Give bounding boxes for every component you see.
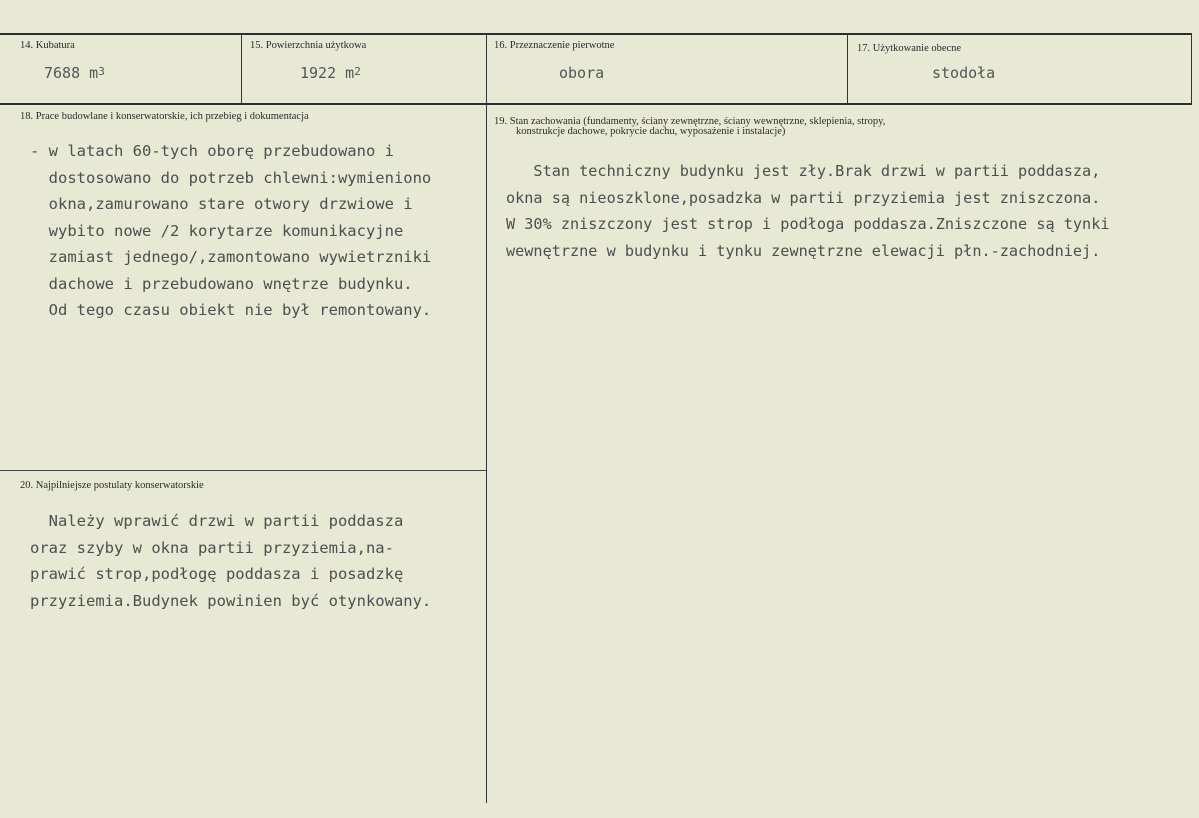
stan-line: Stan techniczny budynku jest zły.Brak drzwi w partii poddasza, [506,162,1101,180]
middle-rule [0,103,1192,105]
przeznaczenie-value: obora [559,64,605,82]
kubatura-value: 7688 $m^3$ [44,64,105,82]
postulaty-line: oraz szyby w okna partii przyziemia,na- [30,538,394,557]
stan-line: okna są nieoszklone,posadzka w partii przyziemia jest zniszczona. [506,188,1101,207]
uzytkowanie-value: stodoła [932,64,996,82]
stan-text [506,158,1109,264]
stan-line: W 30% zniszczony jest strop i podłoga poddasza.Zniszczone są tynki [506,215,1110,233]
prace-line: dostosowano do potrzeb chlewni:wymieniono [30,168,432,187]
stan-label-line2: konstrukcje dachowe, pokrycie dachu, wyposażenie i instalacje) [516,126,786,137]
prace-line: - w latach 60-tych oborę przebudowano i [30,142,394,160]
prace-text [30,138,431,324]
divider-14-15 [241,33,242,103]
stan-label-line1: 19. Stan zachowania (fundamenty, ściany zewnętrzne, ściany wewnętrzne, sklepienia, stropy, [494,116,886,127]
uzytkowanie-label: 17. Użytkowanie obecne [857,43,962,54]
divider-15-16 [486,33,487,803]
postulaty-line: prawić strop,podłogę poddasza i posadzkę [30,565,404,583]
top-rule [0,33,1192,35]
stan-line: wewnętrzne w budynku i tynku zewnętrzne elewacji płn.-zachodniej. [506,241,1101,260]
prace-line: okna,zamurowano stare otwory drzwiowe i [30,195,413,213]
divider-16-17 [847,33,848,103]
section-20-rule [0,470,486,471]
prace-line: zamiast jednego/,zamontowano wywietrzniki [30,248,432,266]
postulaty-label: 20. Najpilniejsze postulaty konserwatorskie [20,480,204,491]
przeznaczenie-label: 16. Przeznaczenie pierwotne [494,40,615,51]
prace-line: wybito nowe /2 korytarze komunikacyjne [30,221,404,240]
postulaty-text [30,508,431,614]
powierzchnia-value: 1922 $m^2$ [300,64,361,82]
postulaty-line: przyziemia.Budynek powinien być otynkowany. [30,591,432,610]
prace-label: 18. Prace budowlane i konserwatorskie, ich przebieg i dokumentacja [20,111,309,122]
right-edge [1191,33,1192,103]
powierzchnia-label: 15. Powierzchnia użytkowa [250,40,367,51]
prace-line: Od tego czasu obiekt nie był remontowany. [30,301,432,319]
kubatura-label: 14. Kubatura [20,40,75,51]
postulaty-line: Należy wprawić drzwi w partii poddasza [30,512,404,530]
prace-line: dachowe i przebudowano wnętrze budynku. [30,274,413,293]
